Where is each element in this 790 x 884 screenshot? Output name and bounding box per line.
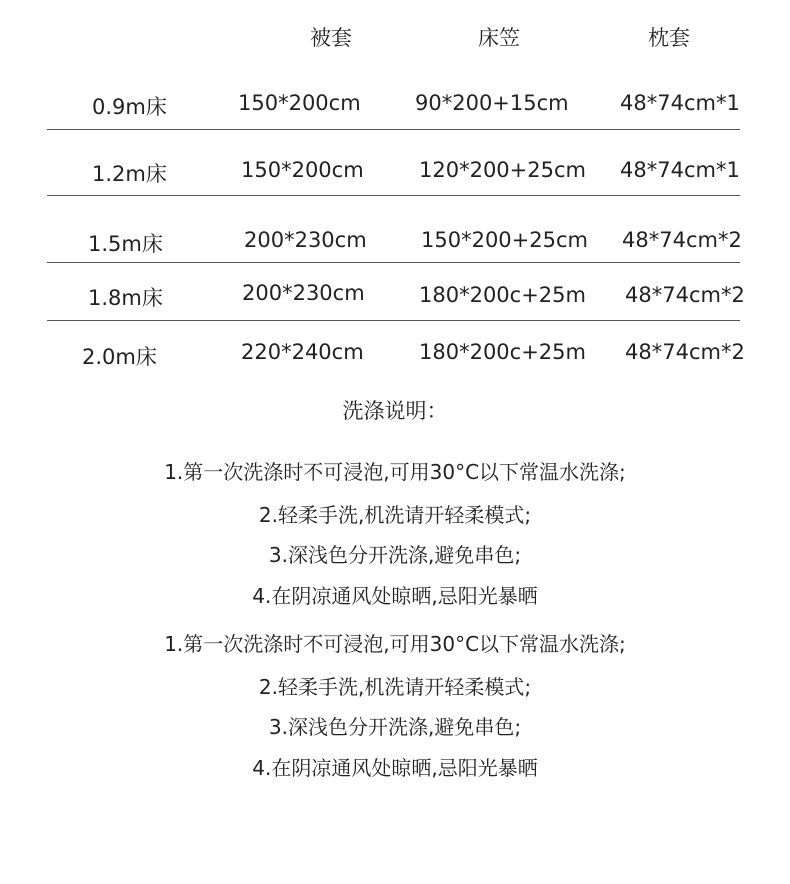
bed-size-cell: 2.0m床 (82, 345, 157, 369)
pillowcase-size-cell: 48*74cm*1 (620, 158, 740, 182)
bed-size-cell: 1.2m床 (92, 162, 167, 186)
pillowcase-size-cell: 48*74cm*2 (622, 228, 742, 252)
washing-instruction: 4.在阴凉通风处晾晒,忌阳光暴晒 (252, 756, 538, 780)
washing-instruction: 1.第一次洗涤时不可浸泡,可用30°C以下常温水洗涤; (164, 632, 626, 656)
duvet-size-cell: 200*230cm (244, 228, 367, 252)
header-pillowcase: 枕套 (648, 26, 690, 50)
washing-instruction: 3.深浅色分开洗涤,避免串色; (268, 715, 522, 739)
fitted-sheet-size-cell: 90*200+15cm (415, 91, 569, 115)
duvet-size-cell: 200*230cm (242, 281, 365, 305)
pillowcase-size-cell: 48*74cm*1 (620, 91, 740, 115)
washing-title: 洗涤说明： (342, 399, 448, 423)
washing-instruction: 3.深浅色分开洗涤,避免串色; (268, 543, 522, 567)
bed-size-cell: 0.9m床 (92, 95, 167, 119)
row-divider (47, 195, 740, 196)
washing-instruction: 4.在阴凉通风处晾晒,忌阳光暴晒 (252, 584, 538, 608)
duvet-size-cell: 150*200cm (241, 158, 364, 182)
duvet-size-cell: 220*240cm (241, 340, 364, 364)
header-duvet: 被套 (310, 26, 352, 50)
row-divider (47, 129, 740, 130)
fitted-sheet-size-cell: 180*200c+25m (419, 283, 586, 307)
duvet-size-cell: 150*200cm (238, 91, 361, 115)
washing-instruction: 2.轻柔手洗,机洗请开轻柔模式; (258, 503, 532, 527)
fitted-sheet-size-cell: 180*200c+25m (419, 340, 586, 364)
header-fitted-sheet: 床笠 (478, 26, 520, 50)
pillowcase-size-cell: 48*74cm*2 (625, 283, 745, 307)
bed-size-cell: 1.8m床 (88, 286, 163, 310)
washing-instruction: 2.轻柔手洗,机洗请开轻柔模式; (258, 675, 532, 699)
row-divider (47, 262, 740, 263)
pillowcase-size-cell: 48*74cm*2 (625, 340, 745, 364)
bed-size-cell: 1.5m床 (88, 232, 163, 256)
fitted-sheet-size-cell: 150*200+25cm (421, 228, 588, 252)
washing-instruction: 1.第一次洗涤时不可浸泡,可用30°C以下常温水洗涤; (164, 460, 626, 484)
row-divider (47, 320, 740, 321)
fitted-sheet-size-cell: 120*200+25cm (419, 158, 586, 182)
